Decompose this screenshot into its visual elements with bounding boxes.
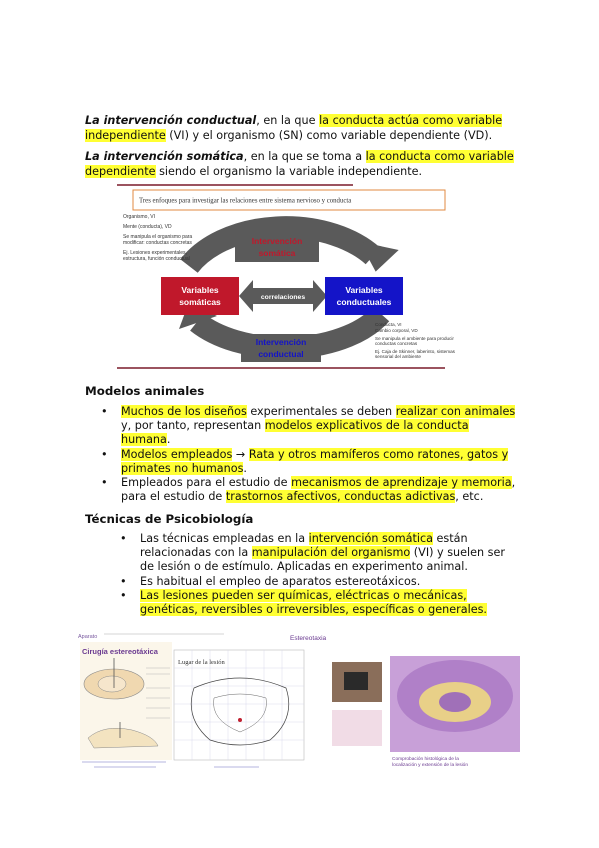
svg-text:conductuales: conductuales: [336, 297, 392, 307]
estereotaxia-title: Estereotaxia: [290, 635, 327, 642]
lugar-lesion-label: Lugar de la lesión: [178, 659, 225, 666]
cirugia-title: Cirugía estereotáxica: [82, 647, 158, 656]
svg-text:Conducta, VI: Conducta, VI: [375, 322, 402, 327]
variables-conductuales-box: [325, 277, 403, 315]
svg-text:somática: somática: [258, 248, 296, 258]
aparato-tag: Aparato: [78, 634, 98, 640]
paragraph-somatica: La intervención somática, en la que se toma a la conducta como variable dependiente siendo el organismo la variable independiente.: [85, 150, 514, 178]
left-notes: [123, 214, 192, 262]
diagram-banner: Tres enfoques para investigar las relaciones entre sistema nervioso y conducta: [139, 197, 352, 205]
list-item: • Las lesiones pueden ser químicas, eléctricas o mecánicas, genéticas, reversibles o irreversibles, específicas o generales.: [120, 588, 487, 617]
histology-caption: Comprobación histológica de la: [392, 757, 459, 762]
right-notes: [375, 322, 456, 359]
top-label: Intervención: [251, 236, 303, 246]
relations-diagram: [117, 184, 455, 370]
list-item: • Muchos de los diseños experimentales se deben realizar con animales y, por tanto, representan modelos explicativos de la conducta humana.: [101, 405, 516, 447]
variables-somaticas-box: [161, 277, 239, 315]
svg-text:Cambio corporal, VD: Cambio corporal, VD: [375, 328, 418, 333]
svg-text:somáticas: somáticas: [179, 297, 221, 307]
term-conductual: La intervención conductual: [85, 114, 257, 127]
svg-text:modificar: conductas concretas: modificar: conductas concretas: [123, 240, 192, 246]
svg-text:Ej. Lesiones experimentales,: Ej. Lesiones experimentales,: [123, 250, 187, 256]
svg-text:conductas concretas: conductas concretas: [375, 341, 418, 346]
svg-text:conductual: conductual: [258, 349, 304, 359]
svg-text:sensorial del ambiente: sensorial del ambiente: [375, 354, 421, 359]
paragraph-conductual: La intervención conductual, en la que la conducta actúa como variable independiente (VI) y el organismo (SN) como variable dependiente (VD).: [85, 114, 503, 142]
term-somatica: La intervención somática: [85, 150, 244, 163]
list-item: • Empleados para el estudio de mecanismos de aprendizaje y memoria, para el estudio de trastornos afectivos, conductas adictivas, etc.: [101, 476, 516, 504]
lesion-marker: [238, 718, 242, 722]
svg-text:Se manipula el ambiente para p: Se manipula el ambiente para producir: [375, 336, 454, 341]
list-item: • Las técnicas empleadas en la intervención somática están relacionadas con la manipulación del organismo (VI) y suelen ser de lesión o de estímulo. Aplicadas en experimento animal.: [120, 532, 505, 574]
histology-photo: [332, 710, 382, 746]
heading-modelos-animales: Modelos animales: [85, 384, 205, 398]
svg-text:localización y extensión de la: localización y extensión de la lesión: [392, 763, 468, 768]
svg-text:Se manipula el organismo para: Se manipula el organismo para: [123, 234, 193, 240]
atlas-panel: [174, 650, 304, 760]
svg-text:Mente (conducta), VD: Mente (conducta), VD: [123, 224, 172, 230]
list-modelos: [101, 405, 521, 504]
list-item: • Es habitual el empleo de aparatos estereotáxicos.: [120, 574, 421, 588]
svg-text:Organismo, VI: Organismo, VI: [123, 214, 155, 220]
svg-text:Variables: Variables: [181, 285, 219, 295]
list-item: • Modelos empleados → Rata y otros mamíferos como ratones, gatos y primates no humanos.: [101, 447, 509, 475]
list-tecnicas: [120, 532, 520, 617]
svg-text:Ej. Caja de Skinner, laberinto: Ej. Caja de Skinner, laberinto, sistemas: [375, 349, 455, 354]
heading-tecnicas: Técnicas de Psicobiología: [85, 512, 254, 526]
bottom-label: Intervención: [255, 337, 307, 347]
svg-text:estructura, función conductual: estructura, función conductual: [123, 256, 190, 262]
svg-text:Variables: Variables: [345, 285, 383, 295]
correlaciones-label: correlaciones: [260, 294, 306, 301]
stereotaxic-figure: [74, 628, 522, 776]
